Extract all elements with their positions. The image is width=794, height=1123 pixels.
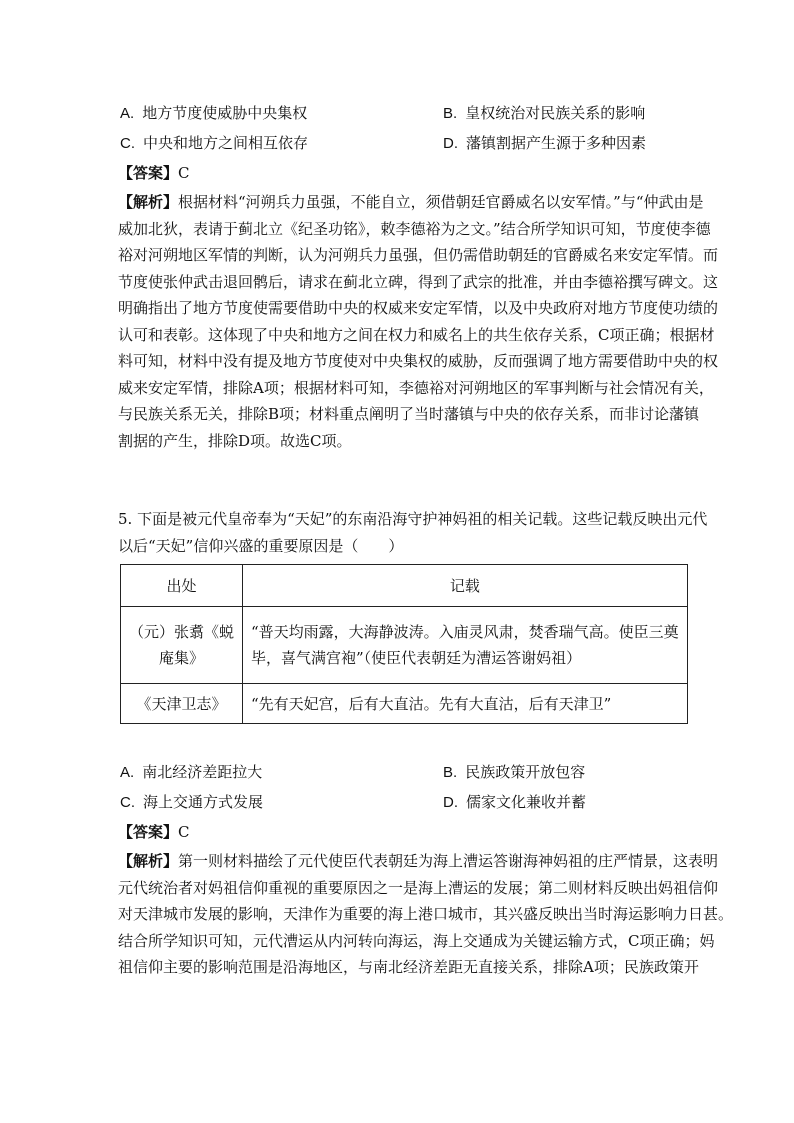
option-text: 中央和地方之间相互依存: [143, 134, 309, 152]
table-row: [121, 607, 688, 684]
q5-option-d: [443, 793, 586, 812]
analysis-line: 割据的产生，排除D项。故选C项。: [118, 431, 352, 450]
table-header-row: [121, 565, 688, 607]
analysis-line: 结合所学知识可知，元代漕运从内河转向海运，海上交通成为关键运输方式，C项正确；妈: [118, 931, 715, 950]
option-letter: C.: [120, 135, 135, 152]
option-letter: A.: [120, 764, 135, 781]
analysis-line: 威加北狄，表请于蓟北立《纪圣功铭》，敕李德裕为之文。”结合所学知识可知，节度使李德: [118, 219, 711, 238]
table-cell-record: “普天均雨露，大海静波涛。入庙灵风肃，焚香瑞气高。使臣三奠 毕，喜气满宫袍”（使臣代表朝廷为漕运答谢妈祖）: [243, 607, 688, 684]
option-text: 皇权统治对民族关系的影响: [465, 104, 646, 122]
q5-analysis: [118, 848, 734, 981]
answer-value: C: [178, 823, 190, 841]
option-letter: B.: [443, 105, 458, 122]
table-cell-source: 《天津卫志》: [121, 684, 243, 724]
option-text: 海上交通方式发展: [143, 793, 264, 811]
analysis-line: 【解析】根据材料“河朔兵力虽强，不能自立，须借朝廷官爵威名以安军情。”与“仲武由是: [118, 193, 704, 211]
q4-answer: [118, 164, 190, 182]
records-table: [120, 564, 688, 724]
analysis-line: 认可和表彰。这体现了中央和地方之间在权力和威名上的共生依存关系，C项正确；根据材: [118, 325, 715, 344]
option-letter: B.: [443, 764, 458, 781]
option-text: 藩镇割据产生源于多种因素: [466, 134, 647, 152]
analysis-line: 与民族关系无关，排除B项；材料重点阐明了当时藩镇与中央的依存关系，而非讨论藩镇: [118, 405, 700, 423]
q5-option-a: [120, 763, 262, 782]
option-text: 地方节度使威胁中央集权: [142, 104, 308, 122]
analysis-line: 对天津城市发展的影响，天津作为重要的海上港口城市，其兴盛反映出当时海运影响力日甚。: [118, 905, 734, 923]
table-header-record: 记载: [243, 565, 688, 607]
answer-value: C: [178, 164, 190, 182]
answer-label: 【答案】: [118, 823, 179, 841]
q4-analysis: [118, 189, 719, 454]
q4-option-a: [120, 104, 307, 123]
table-cell-source: （元）张翥《蜕 庵集》: [121, 607, 243, 684]
option-text: 南北经济差距拉大: [142, 763, 263, 781]
option-text: 儒家文化兼收并蓄: [466, 793, 587, 811]
analysis-label: 【解析】: [118, 852, 179, 870]
option-letter: D.: [443, 794, 458, 811]
q5-stem: [118, 506, 708, 559]
option-letter: D.: [443, 135, 458, 152]
analysis-line: 祖信仰主要的影响范围是沿海地区，与南北经济差距无直接关系，排除A项；民族政策开: [118, 958, 699, 976]
analysis-label: 【解析】: [118, 193, 179, 211]
analysis-line: 明确指出了地方节度使需要借助中央的权威来安定军情，以及中央政府对地方节度使功绩的: [118, 299, 719, 317]
option-letter: C.: [120, 794, 135, 811]
q5-answer: [118, 823, 190, 841]
option-letter: A.: [120, 105, 135, 122]
table-cell-record: “先有天妃宫，后有大直沽。先有大直沽，后有天津卫”: [243, 684, 688, 724]
answer-label: 【答案】: [118, 164, 179, 182]
analysis-line: 节度使张仲武击退回鹘后，请求在蓟北立碑，得到了武宗的批准，并由李德裕撰写碑文。这: [118, 272, 719, 291]
q5-option-c: [120, 793, 263, 812]
analysis-line: 威来安定军情，排除A项；根据材料可知，李德裕对河朔地区的军事判断与社会情况有关，: [118, 378, 714, 397]
q5-option-b: [443, 763, 585, 782]
analysis-line: 裕对河朔地区军情的判断，认为河朔兵力虽强，但仍需借助朝廷的官爵威名来安定军情。而: [118, 246, 719, 264]
analysis-line: 料可知，材料中没有提及地方节度使对中央集权的威胁，反而强调了地方需要借助中央的权: [118, 352, 719, 370]
stem-line: 5. 下面是被元代皇帝奉为“天妃”的东南沿海守护神妈祖的相关记载。这些记载反映出元代: [118, 510, 708, 528]
q4-option-c: [120, 134, 308, 153]
analysis-line: 元代统治者对妈祖信仰重视的重要原因之一是海上漕运的发展；第二则材料反映出妈祖信仰: [118, 878, 719, 897]
table-row: [121, 684, 688, 724]
table-header-source: 出处: [121, 565, 243, 607]
stem-line: 以后“天妃”信仰兴盛的重要原因是（ ）: [118, 536, 404, 555]
analysis-line: 【解析】第一则材料描绘了元代使臣代表朝廷为海上漕运答谢海神妈祖的庄严情景，这表明: [118, 852, 719, 870]
option-text: 民族政策开放包容: [465, 763, 586, 781]
q4-option-b: [443, 104, 645, 123]
q4-option-d: [443, 134, 646, 153]
